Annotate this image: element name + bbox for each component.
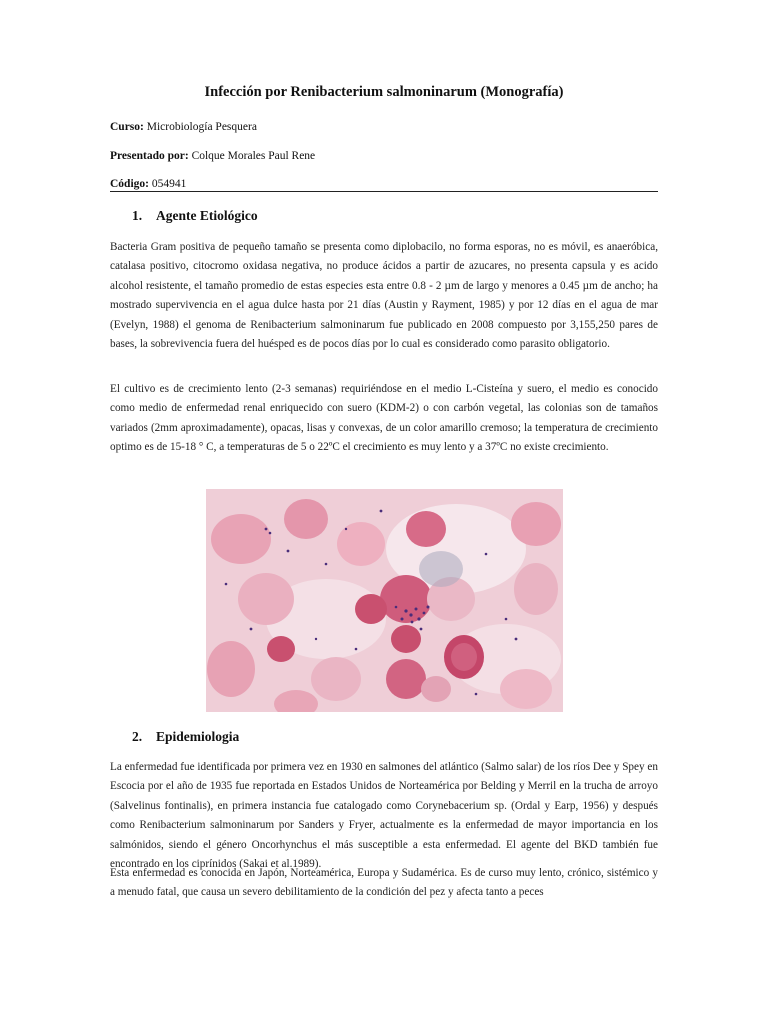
- section1-number: 1.: [132, 208, 143, 223]
- codigo-value: 054941: [151, 178, 187, 190]
- section1-heading: [132, 208, 258, 224]
- section1-paragraph1: Bacteria Gram positiva de pequeño tamaño se presenta como diplobacilo, no forma esporas, no es móvil, es anaeróbica, catalasa positivo, citocromo oxidasa negativa, no produce ácidos a partir de azucares, no presenta capsula y es acido alcohol resistente, el tamaño promedio de estas especies esta entre 0.8 - 2 µm de largo y menores a 0.45 µm de ancho; ha mostrado supervivencia en el agua dulce hasta por 21 días (Austin y Rayment, 1985) y por 12 días en el agua de mar (Evelyn, 1988) el genoma de Renibacterium salmoninarum fue publicado en 2008 compuesto por 3,155,250 pares de bases, la sobrevivencia fuera del huésped es de pocos días por lo cual es considerado como parasito obligatorio.: [110, 241, 658, 351]
- curso-value: Microbiología Pesquera: [146, 121, 257, 133]
- section1-paragraph2: El cultivo es de crecimiento lento (2-3 semanas) requiriéndose en el medio L-Cisteína y suero, el medio es conocido como medio de enfermedad renal enriquecido con suero (KDM-2) o con carbón vegetal, las colonias son de tamaños variados (2mm aproximadamente), opacas, lisas y convexas, de un color amarillo cremoso; la temperatura de crecimiento optimo es de 15-18 ° C, a temperaturas de 5 o 22ºC el crecimiento es muy lento y a 37ºC no existe crecimiento.: [110, 383, 658, 454]
- curso-line: [110, 121, 257, 133]
- presentado-label: Presentado por:: [110, 150, 189, 162]
- presentado-line: [110, 150, 315, 162]
- section2-heading: [132, 729, 239, 745]
- header-divider: [110, 191, 658, 192]
- section1-title: Agente Etiológico: [156, 208, 258, 223]
- codigo-line: [110, 178, 186, 190]
- codigo-label: Código:: [110, 178, 149, 190]
- section2-paragraph2: Esta enfermedad es conocida en Japón, Norteamérica, Europa y Sudamérica. Es de curso muy lento, crónico, sistémico y a menudo fatal, que causa un severo debilitamiento de la condición del pez y afecta tanto a peces: [110, 867, 658, 899]
- section2-title: Epidemiologia: [156, 729, 240, 744]
- document-title: Infección por Renibacterium salmoninarum (Monografía): [204, 84, 564, 100]
- micrograph-image: [206, 489, 563, 712]
- presentado-value: Colque Morales Paul Rene: [191, 150, 316, 162]
- curso-label: Curso:: [110, 121, 144, 133]
- section2-number: 2.: [132, 729, 143, 744]
- section2-paragraph1: La enfermedad fue identificada por primera vez en 1930 en salmones del atlántico (Salmo salar) de los ríos Dee y Spey en Escocia por el año de 1935 fue reportada en Estados Unidos de Norteamérica por Belding y Merril en la trucha de arroyo (Salvelinus fontinalis), en primera instancia fue catalogado como Corynebacerium sp. (Ordal y Earp, 1956) y después como Renibacterium salmoninarum por Sanders y Fryer, actualmente es la enfermedad de mayor importancia en los salmónidos, siendo el género Oncorhynchus el más susceptible a esta enfermedad. El agente del BKD también fue encontrado en los ciprínidos (Sakai et al.1989).: [110, 761, 658, 871]
